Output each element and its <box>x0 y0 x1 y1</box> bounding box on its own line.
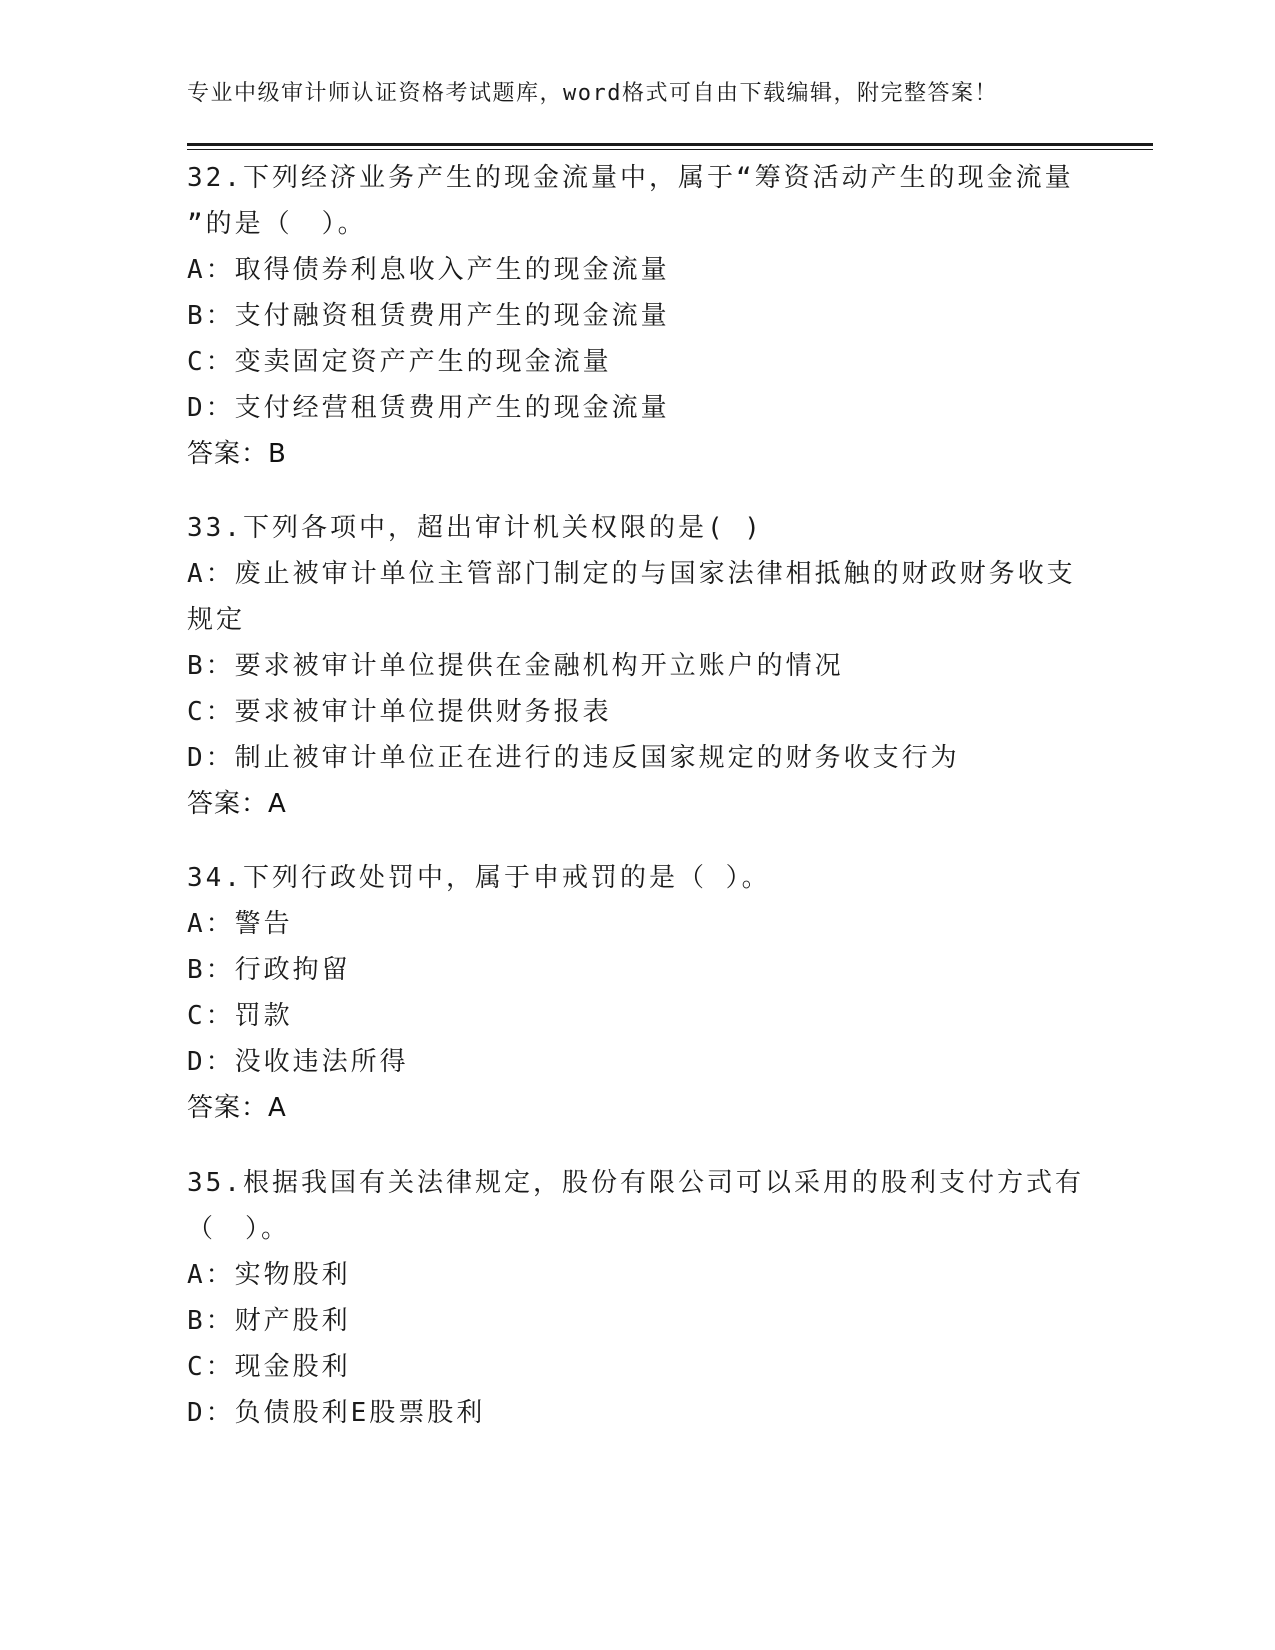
header-rule-thin <box>187 149 1153 150</box>
option-d: D：制止被审计单位正在进行的违反国家规定的财务收支行为 <box>187 743 960 773</box>
option-d: D：负债股利E股票股利 <box>187 1398 486 1428</box>
option-b: B：要求被审计单位提供在金融机构开立账户的情况 <box>187 651 844 681</box>
option-d: D：支付经营租赁费用产生的现金流量 <box>187 393 670 423</box>
question-32 <box>187 155 1087 477</box>
option-a: A：取得债券利息收入产生的现金流量 <box>187 255 670 285</box>
option-b: B：财产股利 <box>187 1306 351 1336</box>
option-a: A：实物股利 <box>187 1260 351 1290</box>
question-stem: ”的是（ ）。 <box>187 209 367 239</box>
header-rule-thick <box>187 143 1153 146</box>
answer: 答案：A <box>187 1093 287 1123</box>
option-b: B：行政拘留 <box>187 955 351 985</box>
answer: 答案：A <box>187 789 287 819</box>
question-stem: 34.下列行政处罚中，属于申戒罚的是（ ）。 <box>187 863 771 893</box>
option-a: A：警告 <box>187 909 293 939</box>
option-c: C：现金股利 <box>187 1352 351 1382</box>
option-b: B：支付融资租赁费用产生的现金流量 <box>187 301 670 331</box>
option-c: C：变卖固定资产产生的现金流量 <box>187 347 612 377</box>
question-33 <box>187 505 1087 827</box>
answer: 答案：B <box>187 439 287 469</box>
option-d: D：没收违法所得 <box>187 1047 409 1077</box>
option-a: A：废止被审计单位主管部门制定的与国家法律相抵触的财政财务收支 <box>187 559 1076 589</box>
question-stem: （ ）。 <box>187 1214 291 1244</box>
page-header: 专业中级审计师认证资格考试题库，word格式可自由下载编辑，附完整答案！ <box>187 81 998 106</box>
question-stem: 35.根据我国有关法律规定，股份有限公司可以采用的股利支付方式有 <box>187 1168 1084 1198</box>
option-c: C：罚款 <box>187 1001 293 1031</box>
question-stem: 32.下列经济业务产生的现金流量中，属于“筹资活动产生的现金流量 <box>187 163 1074 193</box>
question-stem: 33.下列各项中，超出审计机关权限的是( ) <box>187 513 763 543</box>
question-35 <box>187 1160 1087 1436</box>
option-c: C：要求被审计单位提供财务报表 <box>187 697 612 727</box>
question-34 <box>187 855 1087 1131</box>
option-a-continuation: 规定 <box>187 605 246 635</box>
